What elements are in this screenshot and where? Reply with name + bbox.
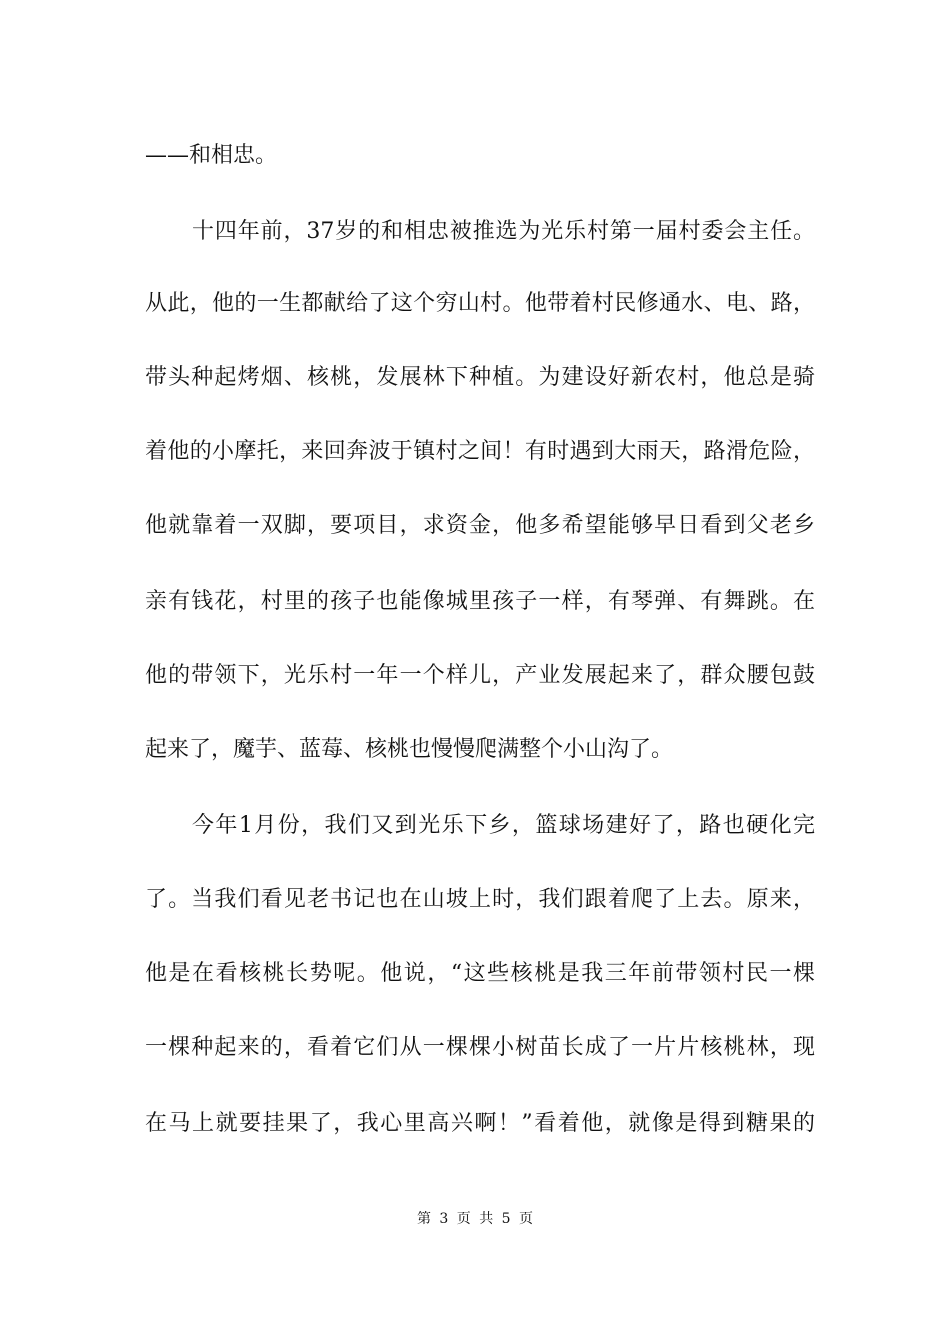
page-number-footer: 第 3 页 共 5 页	[416, 1211, 534, 1227]
paragraph-3-line-5: 在马上就要挂果了，我心里高兴啊！”看着他，就像是得到糖果的	[145, 1111, 815, 1136]
paragraph-3-line-1: 今年1月份，我们又到光乐下乡，篮球场建好了，路也硬化完	[192, 813, 815, 838]
paragraph-3-line-4: 一棵种起来的，看着它们从一棵棵小树苗长成了一片片核桃林，现	[145, 1035, 815, 1060]
paragraph-2-line-3: 带头种起烤烟、核桃，发展林下种植。为建设好新农村，他总是骑	[145, 365, 815, 390]
paragraph-1-line-1: ——和相忠。	[145, 143, 278, 168]
paragraph-2-line-1: 十四年前，37岁的和相忠被推选为光乐村第一届村委会主任。	[192, 219, 815, 244]
paragraph-2-line-7: 他的带领下，光乐村一年一个样儿，产业发展起来了，群众腰包鼓	[145, 663, 815, 688]
paragraph-3-line-2: 了。当我们看见老书记也在山坡上时，我们跟着爬了上去。原来，	[145, 887, 815, 912]
paragraph-2-line-4: 着他的小摩托，来回奔波于镇村之间！有时遇到大雨天，路滑危险，	[145, 439, 815, 464]
paragraph-2-line-2: 从此，他的一生都献给了这个穷山村。他带着村民修通水、电、路，	[145, 291, 815, 316]
paragraph-2-line-6: 亲有钱花，村里的孩子也能像城里孩子一样，有琴弹、有舞跳。在	[145, 589, 815, 614]
paragraph-2-line-8: 起来了，魔芋、蓝莓、核桃也慢慢爬满整个小山沟了。	[145, 737, 674, 762]
paragraph-3-line-3: 他是在看核桃长势呢。他说，“这些核桃是我三年前带领村民一棵	[145, 961, 815, 986]
paragraph-2-line-5: 他就靠着一双脚，要项目，求资金，他多希望能够早日看到父老乡	[145, 513, 815, 538]
